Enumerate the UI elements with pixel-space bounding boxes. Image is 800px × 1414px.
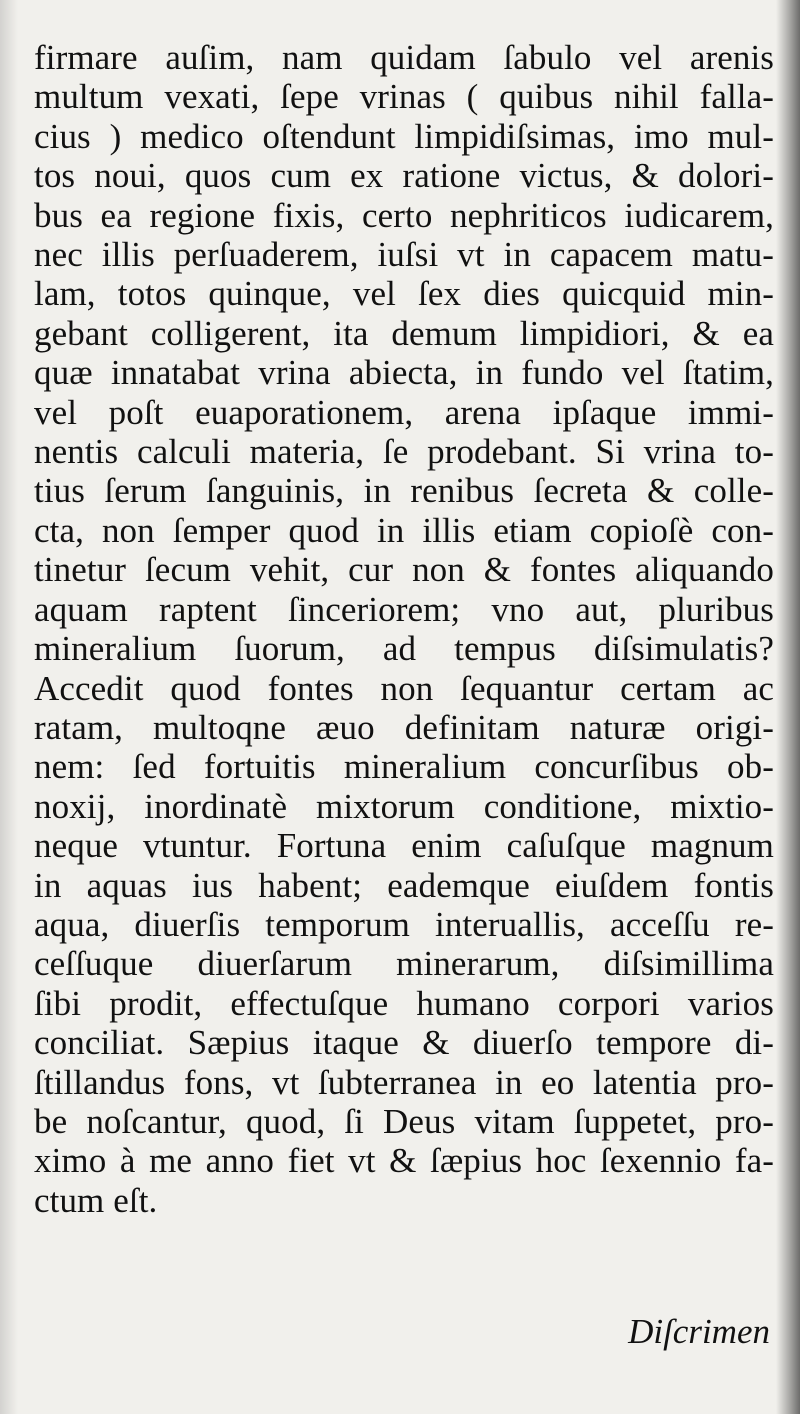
text-line: lam, totos quinque, vel ſex dies quicquid min- <box>34 274 774 314</box>
text-line: ſtillandus fons, vt ſubterranea in eo latentia pro- <box>34 1062 774 1102</box>
text-line: mineralium ſuorum, ad tempus diſsimulatis? <box>34 629 774 669</box>
text-line: vel poſt euaporationem, arena ipſaque immi- <box>34 392 774 432</box>
body-text <box>34 38 774 1220</box>
catchword: Diſcrimen <box>628 1312 770 1351</box>
text-line: in aquas ius habent; eademque eiuſdem fontis <box>34 865 774 905</box>
text-line: multum vexati, ſepe vrinas ( quibus nihil falla- <box>34 77 774 117</box>
text-line: nec illis perſuaderem, iuſsi vt in capacem matu- <box>34 235 774 275</box>
text-line: ximo à me anno fiet vt & ſæpius hoc ſexennio fa- <box>34 1141 774 1181</box>
text-line: aqua, diuerſis temporum interuallis, acceſſu re- <box>34 904 774 944</box>
text-line: aquam raptent ſinceriorem; vno aut, pluribus <box>34 589 774 629</box>
text-line: cta, non ſemper quod in illis etiam copioſè con- <box>34 510 774 550</box>
text-line: ratam, multoqne æuo definitam naturæ origi- <box>34 707 774 747</box>
text-line: noxij, inordinatè mixtorum conditione, mixtio- <box>34 786 774 826</box>
text-line: firmare auſim, nam quidam ſabulo vel arenis <box>34 38 774 77</box>
text-line: tos noui, quos cum ex ratione victus, & dolori- <box>34 156 774 196</box>
text-line: ceſſuque diuerſarum minerarum, diſsimillima <box>34 944 774 984</box>
page-gutter-shadow <box>776 0 800 1414</box>
text-line: ſibi prodit, effectuſque humano corpori varios <box>34 983 774 1023</box>
page-left-shadow <box>0 0 18 1414</box>
text-line: cius ) medico oſtendunt limpidiſsimas, imo mul- <box>34 116 774 156</box>
text-line: tinetur ſecum vehit, cur non & fontes aliquando <box>34 550 774 590</box>
text-line: nem: ſed fortuitis mineralium concurſibus ob- <box>34 747 774 787</box>
text-line: ctum eſt. <box>34 1180 158 1220</box>
text-line: be noſcantur, quod, ſi Deus vitam ſuppetet, pro- <box>34 1101 774 1141</box>
text-line: neque vtuntur. Fortuna enim caſuſque magnum <box>34 826 774 866</box>
text-line: bus ea regione fixis, certo nephriticos iudicarem, <box>34 195 774 235</box>
text-line: gebant colligerent, ita demum limpidiori, & ea <box>34 313 774 353</box>
text-line: tius ſerum ſanguinis, in renibus ſecreta & colle- <box>34 471 774 511</box>
text-line: Accedit quod fontes non ſequantur certam ac <box>34 668 774 708</box>
text-line: nentis calculi materia, ſe prodebant. Si vrina to- <box>34 432 774 472</box>
text-line: conciliat. Sæpius itaque & diuerſo tempore di- <box>34 1023 774 1063</box>
text-line: quæ innatabat vrina abiecta, in fundo vel ſtatim, <box>34 353 774 393</box>
